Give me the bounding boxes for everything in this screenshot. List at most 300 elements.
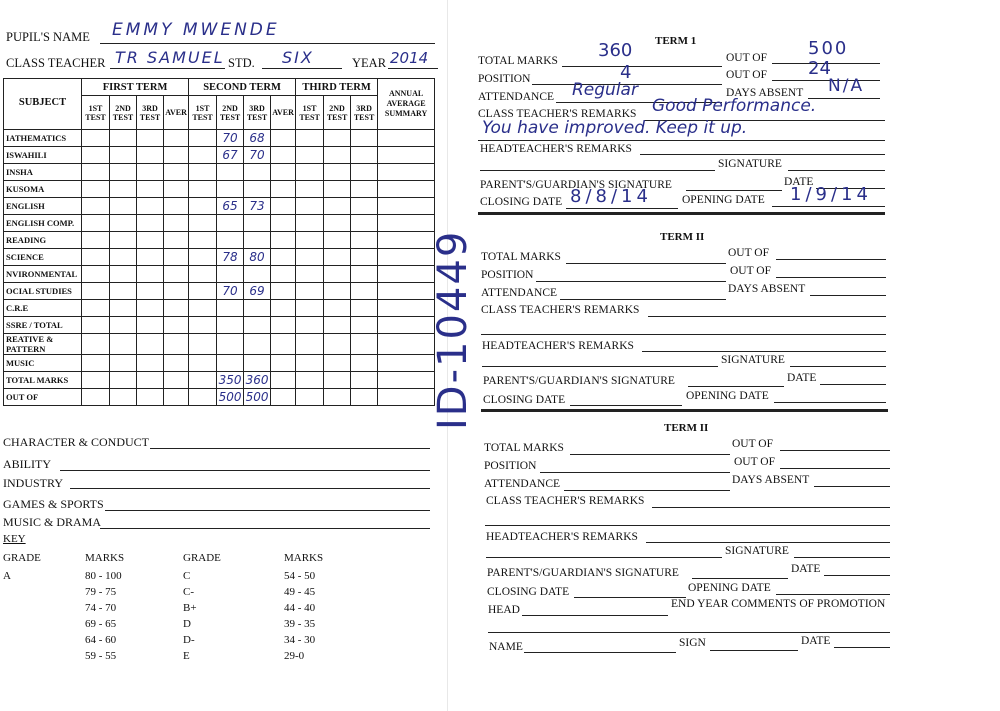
mark-cell — [189, 283, 217, 300]
mark-cell — [351, 266, 378, 283]
mark-cell — [137, 130, 164, 147]
t1-opening-date-value: 1/9/14 — [790, 184, 872, 205]
mark-cell — [189, 355, 217, 372]
mark-cell-t2-3rd: 68 — [244, 130, 271, 147]
subject-name: MUSIC — [4, 355, 82, 372]
t2-parent-signature-label: PARENT'S/GUARDIAN'S SIGNATURE — [483, 375, 675, 387]
mark-cell-t2-2nd — [217, 232, 244, 249]
t1-1st-header: 1ST TEST — [82, 96, 110, 130]
mark-cell — [378, 249, 435, 266]
mark-cell — [378, 130, 435, 147]
mark-cell — [110, 147, 137, 164]
mark-cell — [110, 334, 137, 355]
mark-cell — [271, 181, 296, 198]
t3-end-year-line — [488, 632, 890, 633]
year-label: YEAR — [352, 56, 387, 70]
t3-out-of-line — [780, 450, 890, 451]
mark-cell — [189, 334, 217, 355]
mark-cell — [137, 334, 164, 355]
mark-cell — [296, 372, 324, 389]
mark-cell-t2-2nd: 70 — [217, 283, 244, 300]
t3-days-absent-label: DAYS ABSENT — [732, 474, 810, 486]
subject-name: READING — [4, 232, 82, 249]
mark-cell — [82, 249, 110, 266]
mark-cell — [324, 334, 351, 355]
key-marks-right: 44 - 40 — [284, 602, 316, 614]
mark-cell — [164, 232, 189, 249]
t3-remarks-line1 — [652, 507, 890, 508]
mark-cell — [189, 389, 217, 406]
mark-cell — [137, 283, 164, 300]
mark-cell — [82, 355, 110, 372]
mark-cell — [189, 130, 217, 147]
mark-cell — [164, 215, 189, 232]
mark-cell — [271, 164, 296, 181]
t2-signature-label: SIGNATURE — [721, 354, 785, 366]
mark-cell — [82, 300, 110, 317]
mark-cell-t2-2nd — [217, 317, 244, 334]
key-title: KEY — [3, 533, 26, 545]
key-grade-right: B+ — [183, 602, 197, 614]
mark-cell-t2-3rd — [244, 300, 271, 317]
mark-cell-t2-2nd: 67 — [217, 147, 244, 164]
mark-cell — [296, 249, 324, 266]
annual-average-header: ANNUAL AVERAGE SUMMARY — [378, 79, 435, 130]
subject-name: OCIAL STUDIES — [4, 283, 82, 300]
t3-remarks-line2 — [485, 525, 890, 526]
t1-position-label: POSITION — [478, 73, 531, 85]
industry-line — [70, 488, 430, 489]
t1-headteacher-remarks-label: HEADTEACHER'S REMARKS — [480, 143, 632, 155]
mark-cell — [351, 130, 378, 147]
t3-1st-header: 1ST TEST — [296, 96, 324, 130]
class-teacher-label: CLASS TEACHER — [6, 56, 106, 70]
t1-3rd-header: 3RD TEST — [137, 96, 164, 130]
mark-cell — [324, 198, 351, 215]
t3-parent-signature-label: PARENT'S/GUARDIAN'S SIGNATURE — [487, 567, 679, 579]
mark-cell — [324, 181, 351, 198]
table-row — [4, 215, 435, 232]
t3-head-line — [522, 615, 668, 616]
class-teacher-value: TR SAMUEL — [115, 48, 225, 67]
music-drama-label: MUSIC & DRAMA — [3, 515, 102, 529]
mark-cell — [82, 283, 110, 300]
pupil-name-label: PUPIL'S NAME — [6, 30, 90, 44]
t3-total-marks-label: TOTAL MARKS — [484, 442, 564, 454]
mark-cell — [189, 147, 217, 164]
mark-cell — [82, 317, 110, 334]
mark-cell — [110, 232, 137, 249]
t2-total-marks-label: TOTAL MARKS — [481, 251, 561, 263]
t2-date-line — [820, 384, 886, 385]
subject-name: SSRE / TOTAL — [4, 317, 82, 334]
t2-aver-header: AVER — [271, 96, 296, 130]
music-drama-line — [100, 528, 430, 529]
t2-total-marks-line — [566, 263, 726, 264]
table-row — [4, 283, 435, 300]
mark-cell — [110, 249, 137, 266]
mark-cell — [164, 266, 189, 283]
mark-cell — [378, 181, 435, 198]
stamp-number — [430, 15, 476, 430]
t2-2nd-header: 2ND TEST — [217, 96, 244, 130]
mark-cell — [271, 130, 296, 147]
t1-opening-date-line — [772, 206, 885, 207]
t2-class-teacher-remarks-label: CLASS TEACHER'S REMARKS — [481, 304, 640, 316]
mark-cell — [82, 232, 110, 249]
mark-cell — [164, 372, 189, 389]
mark-cell-t2-3rd — [244, 181, 271, 198]
mark-cell — [189, 266, 217, 283]
t1-class-teacher-remarks-label: CLASS TEACHER'S REMARKS — [478, 108, 637, 120]
mark-cell — [324, 164, 351, 181]
mark-cell — [351, 389, 378, 406]
mark-cell-t2-3rd: 70 — [244, 147, 271, 164]
t1-days-absent-label: DAYS ABSENT — [726, 87, 804, 99]
t3-out-of-label: OUT OF — [732, 438, 774, 450]
mark-cell — [110, 372, 137, 389]
table-row — [4, 317, 435, 334]
t2-closing-date-label: CLOSING DATE — [483, 394, 566, 406]
subject-name: OUT OF — [4, 389, 82, 406]
mark-cell — [82, 215, 110, 232]
key-grade-header-left: GRADE — [3, 552, 41, 564]
mark-cell — [351, 334, 378, 355]
mark-cell — [351, 372, 378, 389]
t3-name-label: NAME — [489, 641, 523, 653]
mark-cell — [324, 355, 351, 372]
t1-remarks-line2 — [478, 140, 885, 141]
mark-cell-t2-3rd — [244, 334, 271, 355]
table-row — [4, 249, 435, 266]
mark-cell — [271, 215, 296, 232]
t3-closing-date-line — [574, 597, 686, 598]
mark-cell — [189, 232, 217, 249]
mark-cell — [324, 317, 351, 334]
mark-cell — [164, 249, 189, 266]
games-sports-line — [105, 510, 430, 511]
key-marks-left: 64 - 60 — [85, 634, 117, 646]
mark-cell — [271, 198, 296, 215]
mark-cell — [296, 266, 324, 283]
mark-cell — [189, 164, 217, 181]
mark-cell — [296, 355, 324, 372]
mark-cell-t2-2nd — [217, 334, 244, 355]
mark-cell — [271, 334, 296, 355]
t2-closing-date-line — [570, 405, 682, 406]
mark-cell — [164, 130, 189, 147]
t1-position-out-of-label: OUT OF — [726, 69, 768, 81]
t2-position-out-of-line — [776, 277, 886, 278]
std-value: SIX — [282, 48, 314, 67]
key-marks-left: 80 - 100 — [85, 570, 122, 582]
mark-cell — [189, 317, 217, 334]
mark-cell — [351, 147, 378, 164]
t1-headteacher-line — [640, 154, 885, 155]
t3-total-marks-line — [570, 454, 730, 455]
mark-cell — [378, 317, 435, 334]
mark-cell — [351, 198, 378, 215]
term2-title: TERM II — [660, 231, 705, 243]
mark-cell — [164, 300, 189, 317]
t2-remarks-line1 — [648, 316, 886, 317]
t1-opening-date-label: OPENING DATE — [682, 194, 765, 206]
t3-2nd-header: 2ND TEST — [324, 96, 351, 130]
mark-cell — [164, 147, 189, 164]
t1-2nd-header: 2ND TEST — [110, 96, 137, 130]
subject-name: SCIENCE — [4, 249, 82, 266]
mark-cell-t2-2nd: 78 — [217, 249, 244, 266]
mark-cell — [296, 283, 324, 300]
mark-cell — [82, 164, 110, 181]
mark-cell — [137, 198, 164, 215]
mark-cell — [82, 389, 110, 406]
t2-attendance-line — [560, 299, 726, 300]
key-grade-right: D — [183, 618, 191, 630]
t1-out-of-value: 500 — [808, 38, 849, 59]
subject-name: ISWAHILI — [4, 147, 82, 164]
mark-cell — [271, 266, 296, 283]
mark-cell — [271, 355, 296, 372]
key-marks-right: 49 - 45 — [284, 586, 316, 598]
mark-cell — [271, 249, 296, 266]
mark-cell — [296, 130, 324, 147]
t2-position-line — [536, 281, 726, 282]
subject-name: ENGLISH COMP. — [4, 215, 82, 232]
table-row — [4, 232, 435, 249]
mark-cell-t2-2nd — [217, 355, 244, 372]
mark-cell — [110, 317, 137, 334]
subject-name: IATHEMATICS — [4, 130, 82, 147]
t2-opening-date-line — [774, 402, 886, 403]
subject-name: KUSOMA — [4, 181, 82, 198]
t3-sign-label: SIGN — [679, 637, 706, 649]
table-row — [4, 181, 435, 198]
t1-total-marks-line — [562, 66, 722, 67]
mark-cell — [137, 164, 164, 181]
key-marks-header-right: MARKS — [284, 552, 324, 564]
second-term-header: SECOND TERM — [189, 79, 296, 96]
mark-cell — [110, 164, 137, 181]
t3-parent-signature-line — [692, 578, 788, 579]
mark-cell-t2-3rd — [244, 164, 271, 181]
mark-cell — [189, 249, 217, 266]
key-marks-right: 54 - 50 — [284, 570, 316, 582]
t1-signature-label: SIGNATURE — [718, 158, 782, 170]
t2-days-absent-label: DAYS ABSENT — [728, 283, 806, 295]
key-grade-left: A — [3, 570, 11, 582]
mark-cell — [351, 181, 378, 198]
mark-cell — [137, 300, 164, 317]
mark-cell-t2-3rd — [244, 266, 271, 283]
mark-cell — [378, 164, 435, 181]
mark-cell — [324, 215, 351, 232]
mark-cell — [324, 372, 351, 389]
t1-class-teacher-remarks-line1: Good Performance. — [652, 96, 817, 116]
t1-class-teacher-remarks-line2: You have improved. Keep it up. — [482, 118, 748, 138]
t3-attendance-line — [564, 490, 730, 491]
mark-cell — [110, 283, 137, 300]
mark-cell — [82, 130, 110, 147]
t2-3rd-header: 3RD TEST — [244, 96, 271, 130]
mark-cell — [296, 164, 324, 181]
mark-cell-t2-3rd — [244, 355, 271, 372]
mark-cell — [324, 232, 351, 249]
key-marks-left: 74 - 70 — [85, 602, 117, 614]
mark-cell — [164, 334, 189, 355]
mark-cell — [271, 372, 296, 389]
t2-remarks-line2 — [481, 334, 886, 335]
t1-closing-date-label: CLOSING DATE — [480, 196, 563, 208]
key-grade-header-right: GRADE — [183, 552, 221, 564]
t3-signature-line — [794, 557, 890, 558]
stamp-number-text: ID-10449 — [430, 229, 476, 430]
t2-headteacher-remarks-label: HEADTEACHER'S REMARKS — [482, 340, 634, 352]
std-line — [262, 68, 342, 69]
t3-headteacher-line — [646, 542, 890, 543]
mark-cell — [110, 266, 137, 283]
t2-out-of-line — [776, 259, 886, 260]
key-grade-right: C- — [183, 586, 194, 598]
mark-cell — [378, 232, 435, 249]
mark-cell — [82, 372, 110, 389]
t3-closing-date-label: CLOSING DATE — [487, 586, 570, 598]
t3-final-date-label: DATE — [801, 635, 831, 647]
subject-name: REATIVE & PATTERN — [4, 334, 82, 355]
t3-name-line — [524, 652, 676, 653]
t1-closing-date-line — [566, 208, 678, 209]
mark-cell-t2-3rd: 69 — [244, 283, 271, 300]
mark-cell-t2-3rd — [244, 215, 271, 232]
mark-cell — [324, 283, 351, 300]
pupil-name-line — [100, 43, 435, 44]
mark-cell — [296, 232, 324, 249]
mark-cell — [296, 181, 324, 198]
mark-cell — [296, 334, 324, 355]
mark-cell — [271, 389, 296, 406]
conduct-label: CHARACTER & CONDUCT — [3, 435, 150, 449]
class-teacher-line — [110, 68, 225, 69]
t2-signature-blank — [482, 366, 718, 367]
t3-end-year-label: END YEAR COMMENTS OF PROMOTION — [671, 598, 886, 610]
key-marks-right: 29-0 — [284, 650, 305, 662]
mark-cell — [137, 355, 164, 372]
subject-name: INSHA — [4, 164, 82, 181]
mark-cell — [82, 198, 110, 215]
t2-position-out-of-label: OUT OF — [730, 265, 772, 277]
mark-cell — [271, 232, 296, 249]
t1-date-label: DATE — [784, 176, 814, 188]
t1-parent-signature-line — [686, 190, 782, 191]
t1-closing-date-value: 8/8/14 — [570, 186, 652, 207]
t2-attendance-label: ATTENDANCE — [481, 287, 558, 299]
t2-divider — [481, 409, 888, 412]
t2-1st-header: 1ST TEST — [189, 96, 217, 130]
mark-cell-t2-3rd: 360 — [244, 372, 271, 389]
mark-cell — [324, 147, 351, 164]
t1-attendance-value: Regular — [572, 80, 638, 100]
mark-cell — [296, 147, 324, 164]
mark-cell — [110, 181, 137, 198]
t2-date-label: DATE — [787, 372, 817, 384]
mark-cell-t2-3rd — [244, 232, 271, 249]
mark-cell — [351, 249, 378, 266]
mark-cell — [110, 130, 137, 147]
t3-attendance-label: ATTENDANCE — [484, 478, 561, 490]
t3-position-out-of-line — [780, 468, 890, 469]
mark-cell — [296, 215, 324, 232]
key-marks-header-left: MARKS — [85, 552, 125, 564]
t3-opening-date-line — [776, 594, 890, 595]
term3-title: TERM II — [664, 422, 709, 434]
mark-cell — [324, 389, 351, 406]
mark-cell — [296, 198, 324, 215]
mark-cell — [324, 300, 351, 317]
mark-cell — [82, 266, 110, 283]
t1-days-absent-line — [808, 98, 880, 99]
pupil-name-value: EMMY MWENDE — [112, 20, 280, 40]
mark-cell — [164, 181, 189, 198]
mark-cell — [110, 355, 137, 372]
t3-position-line — [540, 472, 730, 473]
table-row — [4, 355, 435, 372]
mark-cell-t2-3rd: 80 — [244, 249, 271, 266]
third-term-header: THIRD TERM — [296, 79, 378, 96]
mark-cell-t2-2nd — [217, 164, 244, 181]
key-marks-right: 34 - 30 — [284, 634, 316, 646]
subject-name: NVIRONMENTAL — [4, 266, 82, 283]
mark-cell — [296, 317, 324, 334]
mark-cell-t2-2nd — [217, 181, 244, 198]
mark-cell — [296, 389, 324, 406]
mark-cell — [164, 389, 189, 406]
games-sports-label: GAMES & SPORTS — [3, 497, 104, 511]
t1-total-marks-value: 360 — [598, 40, 633, 61]
table-row — [4, 266, 435, 283]
ability-line — [60, 470, 430, 471]
t1-signature-blank — [480, 170, 715, 171]
table-row — [4, 389, 435, 406]
table-row — [4, 300, 435, 317]
mark-cell — [351, 283, 378, 300]
table-row — [4, 130, 435, 147]
key-marks-right: 39 - 35 — [284, 618, 316, 630]
mark-cell — [137, 215, 164, 232]
t3-head-label: HEAD — [488, 604, 520, 616]
mark-cell — [137, 317, 164, 334]
mark-cell-t2-2nd: 65 — [217, 198, 244, 215]
mark-cell — [189, 198, 217, 215]
t1-aver-header: AVER — [164, 96, 189, 130]
mark-cell — [351, 355, 378, 372]
mark-cell — [378, 334, 435, 355]
mark-cell — [378, 198, 435, 215]
mark-cell — [189, 372, 217, 389]
conduct-line — [150, 448, 430, 449]
mark-cell — [137, 147, 164, 164]
mark-cell-t2-2nd: 350 — [217, 372, 244, 389]
t3-date-line — [824, 575, 890, 576]
mark-cell — [164, 283, 189, 300]
mark-cell — [110, 215, 137, 232]
mark-cell — [137, 266, 164, 283]
t2-headteacher-line — [642, 351, 886, 352]
mark-cell — [82, 334, 110, 355]
mark-cell-t2-2nd — [217, 300, 244, 317]
mark-cell — [189, 300, 217, 317]
t1-parent-signature-label: PARENT'S/GUARDIAN'S SIGNATURE — [480, 179, 672, 191]
mark-cell — [378, 266, 435, 283]
